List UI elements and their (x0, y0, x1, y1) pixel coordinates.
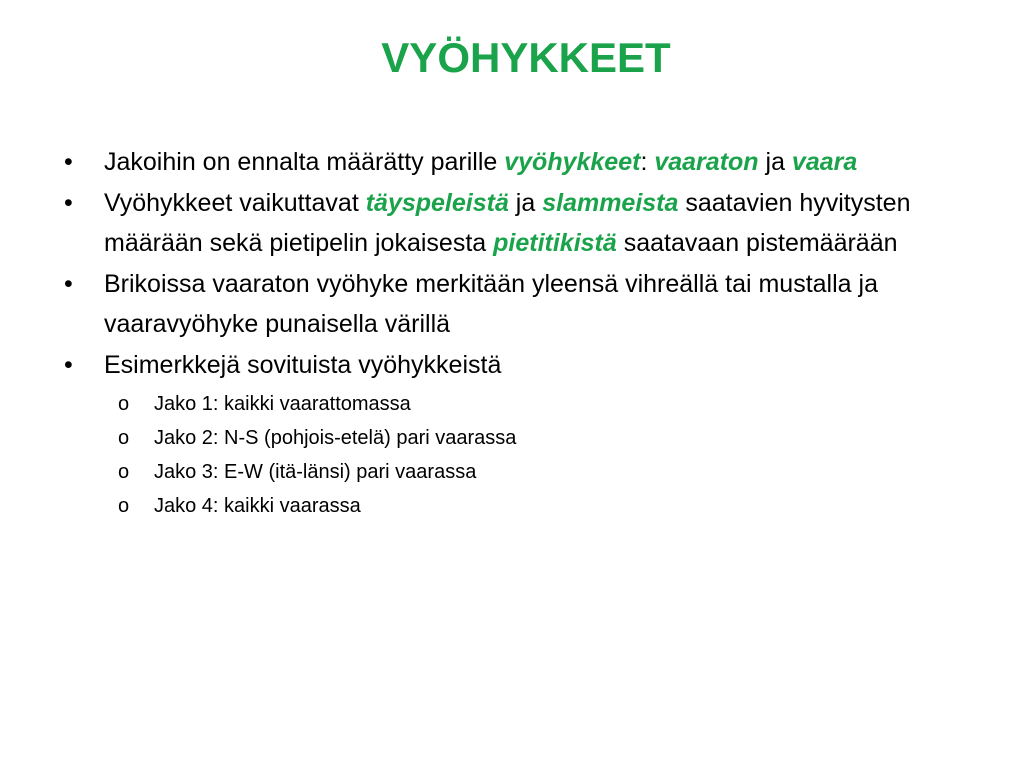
sub-item-text: Jako 4: kaikki vaarassa (154, 495, 361, 517)
bullet-text: Brikoissa vaaraton vyöhyke merkitään yleensä vihreällä tai mustalla ja vaaravyöhyke punaisella värillä (104, 269, 878, 338)
bullet-text: saatavien hyvitysten määrään sekä pietipelin jokaisesta (104, 188, 911, 257)
bullet-text: Vyöhykkeet vaikuttavat (104, 188, 366, 217)
sub-item-text: Jako 2: N-S (pohjois-etelä) pari vaarassa (154, 427, 517, 449)
bullet-text: saatavaan pistemäärään (616, 229, 898, 257)
bullet-list (62, 142, 962, 523)
bullet-text: Jakoihin on ennalta määrätty parille (104, 148, 505, 176)
bullet-item (62, 142, 962, 183)
bullet-marker: • (64, 350, 73, 379)
sub-list-item (62, 489, 962, 523)
bullet-text: ja (758, 148, 792, 176)
bullet-item (62, 183, 962, 264)
emphasized-term: slammeista (542, 188, 679, 217)
bullet-text: Esimerkkejä sovituista vyöhykkeistä (104, 350, 502, 379)
sub-list-item (62, 421, 962, 455)
sub-item-text: Jako 1: kaikki vaarattomassa (154, 393, 411, 415)
circle-bullet-icon: o (118, 393, 130, 415)
circle-bullet-icon: o (118, 461, 130, 483)
bullet-text: : (640, 148, 655, 176)
emphasized-term: vyöhykkeet (504, 148, 641, 176)
bullet-text: ja (508, 188, 543, 217)
bullet-marker: • (64, 188, 73, 217)
bullet-marker: • (64, 269, 73, 298)
circle-bullet-icon: o (118, 495, 130, 517)
slide-title: VYÖHYKKEET (381, 34, 671, 81)
bullet-marker: • (64, 148, 73, 176)
emphasized-term: vaara (791, 148, 858, 176)
sub-list (62, 387, 962, 523)
bullet-item (62, 264, 962, 345)
emphasized-term: vaaraton (654, 148, 759, 176)
emphasized-term: pietitikistä (493, 229, 617, 257)
emphasized-term: täyspeleistä (365, 188, 509, 217)
sub-list-item (62, 455, 962, 489)
bullet-item (62, 345, 962, 386)
sub-list-item (62, 387, 962, 421)
sub-item-text: Jako 3: E-W (itä-länsi) pari vaarassa (154, 461, 477, 483)
circle-bullet-icon: o (118, 427, 130, 449)
